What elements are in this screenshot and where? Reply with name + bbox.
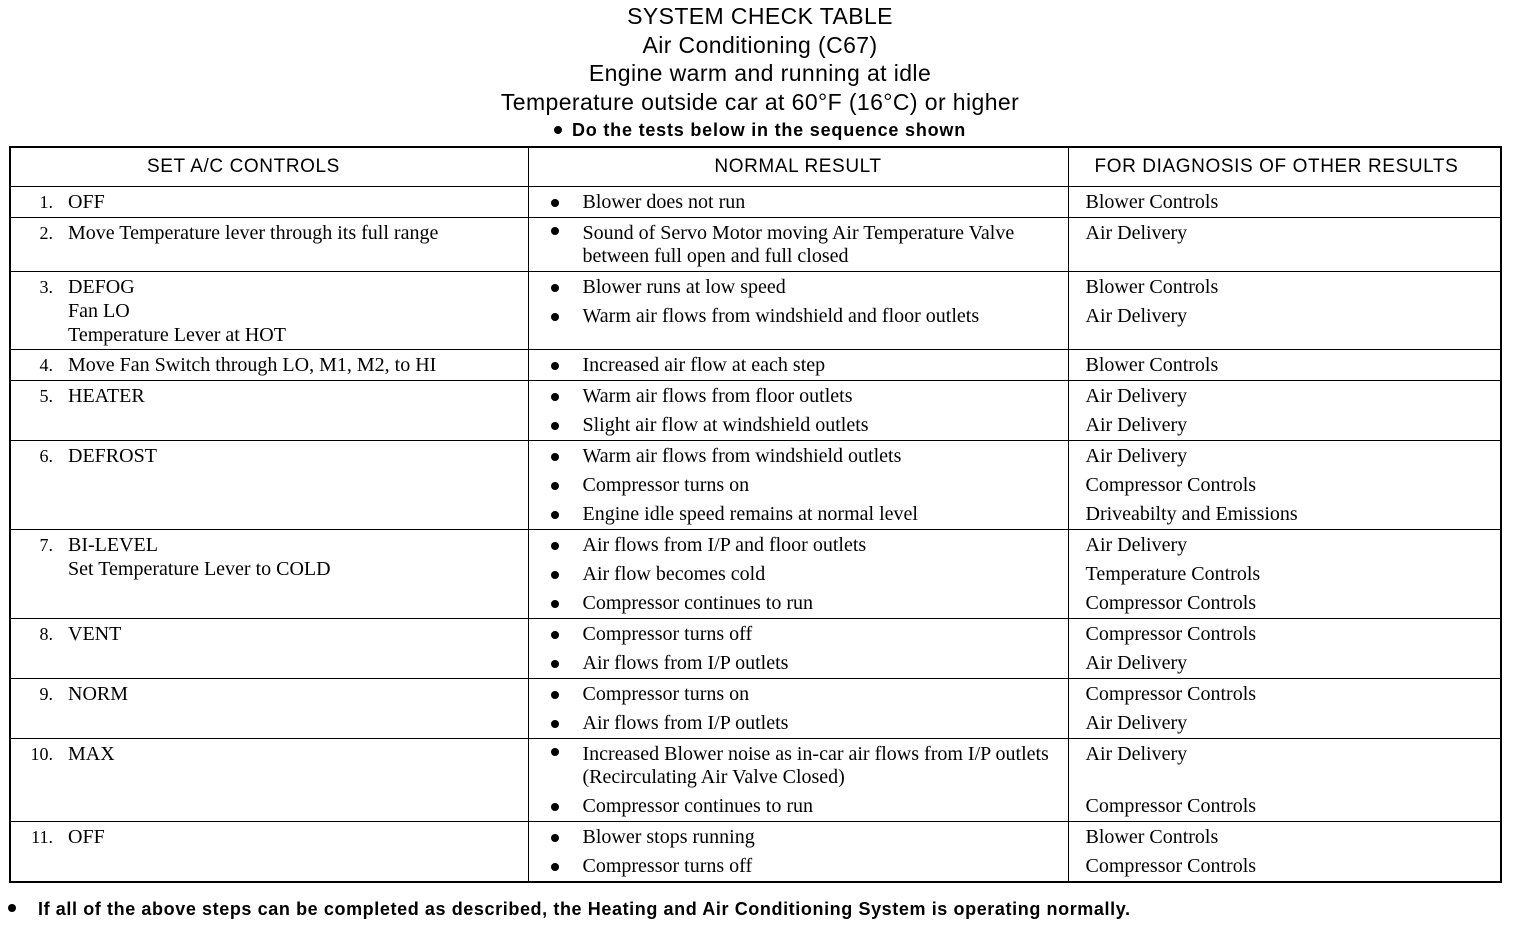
diagnosis-text: Compressor Controls [1085,592,1257,614]
result-item [529,302,1068,331]
result-cell [528,218,1068,272]
bullet-icon [551,422,559,430]
result-item [529,620,1068,649]
table-row [10,187,1501,218]
table-row [10,822,1501,883]
step-number: 9. [39,684,53,704]
result-text: Air flows from I/P outlets [582,712,789,734]
header-row [10,147,1501,187]
control-setting: Fan LO [68,300,130,322]
result-text: Blower runs at low speed [582,276,786,298]
step-number: 2. [39,223,53,243]
result-cell [528,679,1068,739]
bullet-icon [551,227,559,235]
diagnosis-text: Air Delivery [1085,652,1188,674]
controls-cell [10,822,528,883]
diagnosis-cell [1068,530,1501,619]
controls-cell [10,679,528,739]
result-item [529,500,1068,529]
result-text: Compressor turns off [582,855,753,877]
control-setting: BI-LEVEL [68,534,158,556]
result-text: Blower does not run [582,191,746,213]
bullet-icon [551,660,559,668]
result-cell [528,381,1068,441]
table-row [10,218,1501,272]
control-setting: DEFOG [68,276,135,298]
result-cell [528,822,1068,883]
controls-cell [10,272,528,350]
result-item [529,792,1068,821]
diagnosis-cell [1068,822,1501,883]
bullet-icon [551,720,559,728]
table-row [10,350,1501,381]
diagnosis-cell [1068,381,1501,441]
subtitle-temperature: Temperature outside car at 60°F (16°C) or higher [500,88,1020,115]
bullet-icon [551,631,559,639]
bullet-icon [551,284,559,292]
bullet-icon [551,453,559,461]
result-text: Air flow becomes cold [582,563,766,585]
diagnosis-text: Blower Controls [1085,826,1219,848]
result-item [529,649,1068,678]
page-title: SYSTEM CHECK TABLE [627,3,893,29]
column-header-controls: SET A/C CONTROLS [10,147,528,187]
bullet-icon [551,863,559,871]
control-setting: VENT [68,623,122,645]
diagnosis-text: Air Delivery [1085,414,1188,436]
result-text: Compressor turns on [582,683,750,705]
result-item [529,740,1068,792]
diagnosis-text: Compressor Controls [1085,474,1257,496]
control-setting: OFF [68,191,105,213]
diagnosis-text: Temperature Controls [1085,563,1261,585]
bullet-icon [551,571,559,579]
result-text: Compressor continues to run [582,795,814,817]
diagnosis-text: Air Delivery [1085,385,1188,407]
result-cell [528,187,1068,218]
controls-cell [10,218,528,272]
controls-cell [10,350,528,381]
diagnosis-text: Air Delivery [1085,743,1188,765]
controls-cell [10,381,528,441]
diagnosis-text: Air Delivery [1085,305,1188,327]
control-setting: Temperature Lever at HOT [68,324,286,346]
diagnosis-text: Air Delivery [1085,534,1188,556]
bullet-icon [8,904,16,912]
bullet-icon [551,542,559,550]
table-row [10,619,1501,679]
bullet-icon [554,126,562,134]
diagnosis-cell [1068,350,1501,381]
step-number: 3. [39,277,53,297]
control-setting: OFF [68,826,105,848]
diagnosis-text: Air Delivery [1085,445,1188,467]
result-text: Engine idle speed remains at normal level [582,503,918,525]
diagnosis-text: Blower Controls [1085,276,1219,298]
control-setting: Move Fan Switch through LO, M1, M2, to HI [68,354,437,376]
result-item [529,471,1068,500]
diagnosis-cell [1068,187,1501,218]
result-text: Compressor turns off [582,623,753,645]
controls-cell [10,739,528,822]
diagnosis-text: Compressor Controls [1085,855,1257,877]
result-item [529,351,1068,380]
result-item [529,382,1068,411]
result-text: Air flows from I/P outlets [582,652,789,674]
step-number: 8. [39,624,53,644]
table-row [10,441,1501,530]
result-item [529,852,1068,881]
table-row [10,530,1501,619]
result-item [529,680,1068,709]
diagnosis-text: Blower Controls [1085,191,1219,213]
table-row [10,679,1501,739]
result-item [529,273,1068,302]
control-setting: DEFROST [68,445,157,467]
step-number: 7. [39,535,53,555]
diagnosis-text: Blower Controls [1085,354,1219,376]
result-text: Increased Blower noise as in-car air flows from I/P outlets (Recirculating Air Valve Closed) [582,743,1049,788]
result-text: Blower stops running [582,826,755,848]
diagnosis-text: Air Delivery [1085,222,1188,244]
controls-cell [10,619,528,679]
result-text: Warm air flows from floor outlets [582,385,853,407]
control-setting: HEATER [68,385,145,407]
result-item [529,823,1068,852]
step-number: 11. [31,827,53,847]
diagnosis-text: Air Delivery [1085,712,1188,734]
diagnosis-cell [1068,272,1501,350]
bullet-icon [551,199,559,207]
step-number: 10. [30,744,53,764]
result-item [529,219,1068,271]
controls-cell [10,530,528,619]
diagnosis-cell [1068,218,1501,272]
result-text: Compressor continues to run [582,592,814,614]
diagnosis-cell [1068,619,1501,679]
table-row [10,272,1501,350]
bullet-icon [551,803,559,811]
bullet-icon [551,313,559,321]
control-setting: Set Temperature Lever to COLD [68,558,331,580]
subtitle-system: Air Conditioning (C67) [642,31,878,58]
instruction-text: Do the tests below in the sequence shown [571,120,967,141]
instruction [0,116,1520,144]
result-cell [528,441,1068,530]
result-item [529,442,1068,471]
column-header-result: NORMAL RESULT [528,147,1068,187]
bullet-icon [551,834,559,842]
controls-cell [10,187,528,218]
result-cell [528,739,1068,822]
step-number: 1. [39,192,53,212]
diagnosis-cell [1068,679,1501,739]
table-header [0,2,1520,144]
bullet-icon [551,691,559,699]
bullet-icon [551,482,559,490]
result-text: Warm air flows from windshield outlets [582,445,902,467]
result-text: Warm air flows from windshield and floor outlets [582,305,980,327]
bullet-icon [551,393,559,401]
result-text: Air flows from I/P and floor outlets [582,534,867,556]
result-item [529,589,1068,618]
bullet-icon [551,600,559,608]
result-item [529,411,1068,440]
result-cell [528,350,1068,381]
diagnosis-text: Compressor Controls [1085,623,1257,645]
diagnosis-text: Driveabilty and Emissions [1085,503,1298,525]
result-item [529,709,1068,738]
step-number: 6. [39,446,53,466]
table-row [10,381,1501,441]
result-item [529,531,1068,560]
table-row [10,739,1501,822]
control-setting: NORM [68,683,129,705]
footer-text: If all of the above steps can be completed as described, the Heating and Air Conditioning System is operating normally. [38,899,1131,919]
diagnosis-cell [1068,441,1501,530]
result-text: Increased air flow at each step [582,354,826,376]
column-header-diagnosis: FOR DIAGNOSIS OF OTHER RESULTS [1068,147,1501,187]
control-setting: MAX [68,743,115,765]
result-item [529,560,1068,589]
result-cell [528,272,1068,350]
bullet-icon [551,748,559,756]
footer-note [8,899,1131,920]
result-text: Compressor turns on [582,474,750,496]
result-cell [528,530,1068,619]
controls-cell [10,441,528,530]
subtitle-engine: Engine warm and running at idle [588,60,932,87]
step-number: 5. [39,386,53,406]
result-text: Sound of Servo Motor moving Air Temperature Valve between full open and full closed [582,222,1015,267]
result-cell [528,619,1068,679]
diagnosis-text: Compressor Controls [1085,795,1257,817]
diagnosis-cell [1068,739,1501,822]
result-item [529,188,1068,217]
system-check-table [9,146,1502,883]
bullet-icon [551,362,559,370]
diagnosis-text: Compressor Controls [1085,683,1257,705]
bullet-icon [551,511,559,519]
step-number: 4. [39,355,53,375]
result-text: Slight air flow at windshield outlets [582,414,869,436]
control-setting: Move Temperature lever through its full range [68,222,439,244]
